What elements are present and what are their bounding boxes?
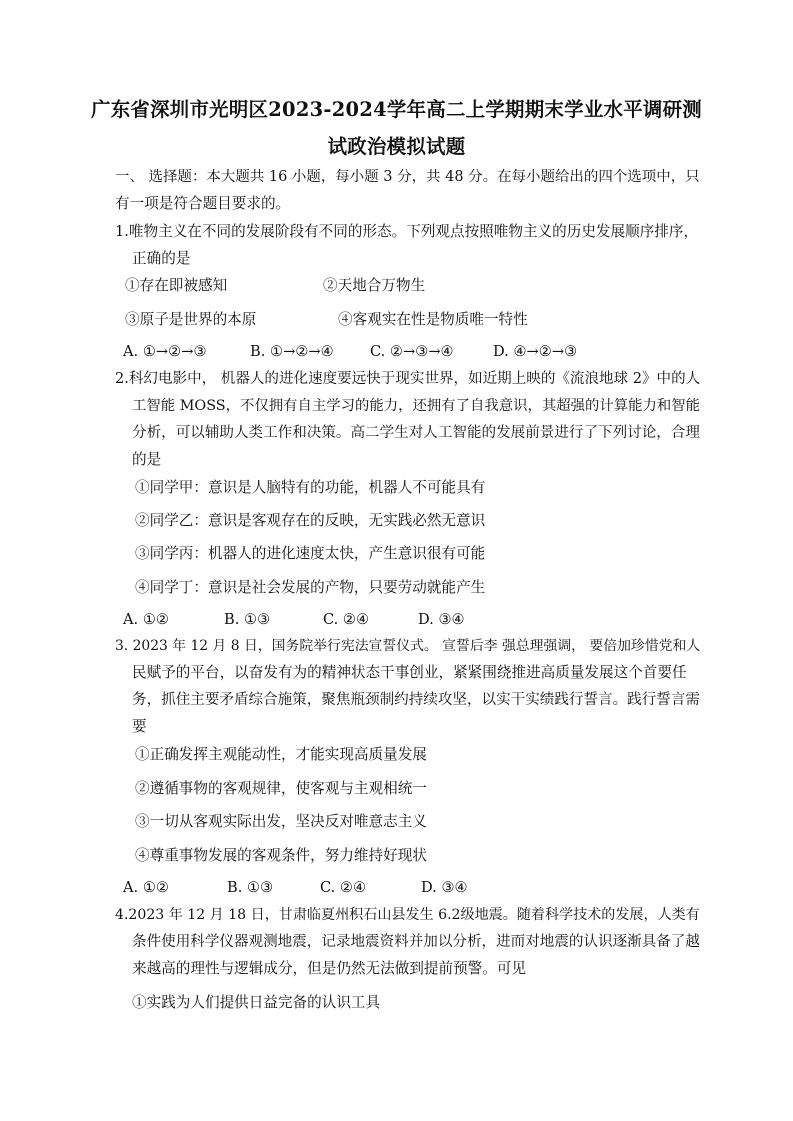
question-stem-line: 要 — [132, 718, 147, 735]
question-stem-line: 3. 2023 年 12 月 8 日，国务院举行宪法宣誓仪式。 宣誓后李 强总理强调， 要倍加珍惜党和人 — [115, 638, 701, 654]
statement-item: ③原子是世界的本原 — [125, 311, 257, 328]
question-stem-line: 的是 — [132, 451, 162, 468]
page-title-line2: 试政治模拟试题 — [327, 135, 466, 158]
statement-item: ②遵循事物的客观规律，使客观与主观相统一 — [135, 780, 427, 797]
statement-item: ③一切从客观实际出发，坚决反对唯意志主义 — [135, 813, 427, 830]
answer-choice-b: B. ①③ — [224, 611, 271, 628]
answer-choice-d: D. ④→②→③ — [493, 343, 578, 360]
question-stem-line: 条件使用科学仪器观测地震，记录地震资料并加以分析，进而对地震的认识逐渐具备了越 — [132, 933, 700, 950]
answer-choice-d: D. ③④ — [418, 611, 465, 628]
statement-item: ①存在即被感知 — [125, 277, 228, 294]
question-stem-line: 来越高的理性与逻辑成分，但是仍然无法做到提前预警。可见 — [132, 960, 527, 977]
answer-choice-c: C. ②④ — [323, 611, 370, 628]
question-stem-line: 分析，可以辅助人类工作和决策。高二学生对人工智能的发展前景进行了下列讨论，合理 — [132, 424, 700, 441]
statement-item: ①同学甲：意识是人脑特有的功能，机器人不可能具有 — [135, 479, 486, 496]
statement-item: ③同学丙：机器人的进化速度太快，产生意识很有可能 — [135, 545, 486, 562]
answer-choice-c: C. ②→③→④ — [370, 343, 454, 360]
section-instructions-line1: 一、 选择题：本大题共 16 小题，每小题 3 分，共 48 分。在每小题给出的四个选项中，只 — [115, 169, 700, 185]
question-stem-line: 民赋予的平台，以奋发有为的精神状态干事创业，紧紧围绕推进高质量发展这个首要任 — [132, 664, 687, 681]
question-stem-line: 工智能 MOSS，不仅拥有自主学习的能力，还拥有了自我意识，其超强的计算能力和智能 — [132, 398, 701, 414]
statement-item: ①实践为人们提供日益完备的认识工具 — [132, 994, 381, 1011]
answer-choice-b: B. ①→②→④ — [250, 343, 334, 360]
page-title-line1: 广东省深圳市光明区2023-2024学年高二上学期期末学业水平调研测 — [91, 98, 702, 121]
statement-item: ④客观实在性是物质唯一特性 — [338, 311, 528, 328]
answer-choice-d: D. ③④ — [421, 879, 468, 896]
answer-choice-a: A. ①② — [123, 611, 169, 628]
answer-choice-c: C. ②④ — [320, 879, 367, 896]
statement-item: ②天地合万物生 — [323, 277, 426, 294]
statement-item: ①正确发挥主观能动性，才能实现高质量发展 — [135, 746, 427, 763]
statement-item: ④尊重事物发展的客观条件，努力维持好现状 — [135, 847, 427, 864]
question-stem-line: 1.唯物主义在不同的发展阶段有不同的形态。下列观点按照唯物主义的历史发展顺序排序， — [115, 223, 699, 240]
answer-choice-b: B. ①③ — [227, 879, 274, 896]
question-stem-line: 务，抓住主要矛盾综合施策，聚焦瓶颈制约持续攻坚，以实干实绩践行誓言。践行誓言需 — [132, 691, 700, 708]
question-stem-line: 正确的是 — [132, 250, 191, 267]
answer-choice-a: A. ①→②→③ — [123, 343, 207, 360]
question-stem-line: 4.2023 年 12 月 18 日，甘肃临夏州积石山县发生 6.2级地震。随着科学技术的发展，人类有 — [115, 907, 700, 923]
answer-choice-a: A. ①② — [123, 879, 169, 896]
question-stem-line: 2.科幻电影中， 机器人的进化速度要远快于现实世界，如近期上映的《流浪地球 2》中的人 — [115, 370, 701, 387]
section-instructions-line2: 有一项是符合题目要求的。 — [115, 195, 291, 212]
statement-item: ④同学丁：意识是社会发展的产物，只要劳动就能产生 — [135, 579, 486, 596]
statement-item: ②同学乙：意识是客观存在的反映，无实践必然无意识 — [135, 512, 486, 529]
